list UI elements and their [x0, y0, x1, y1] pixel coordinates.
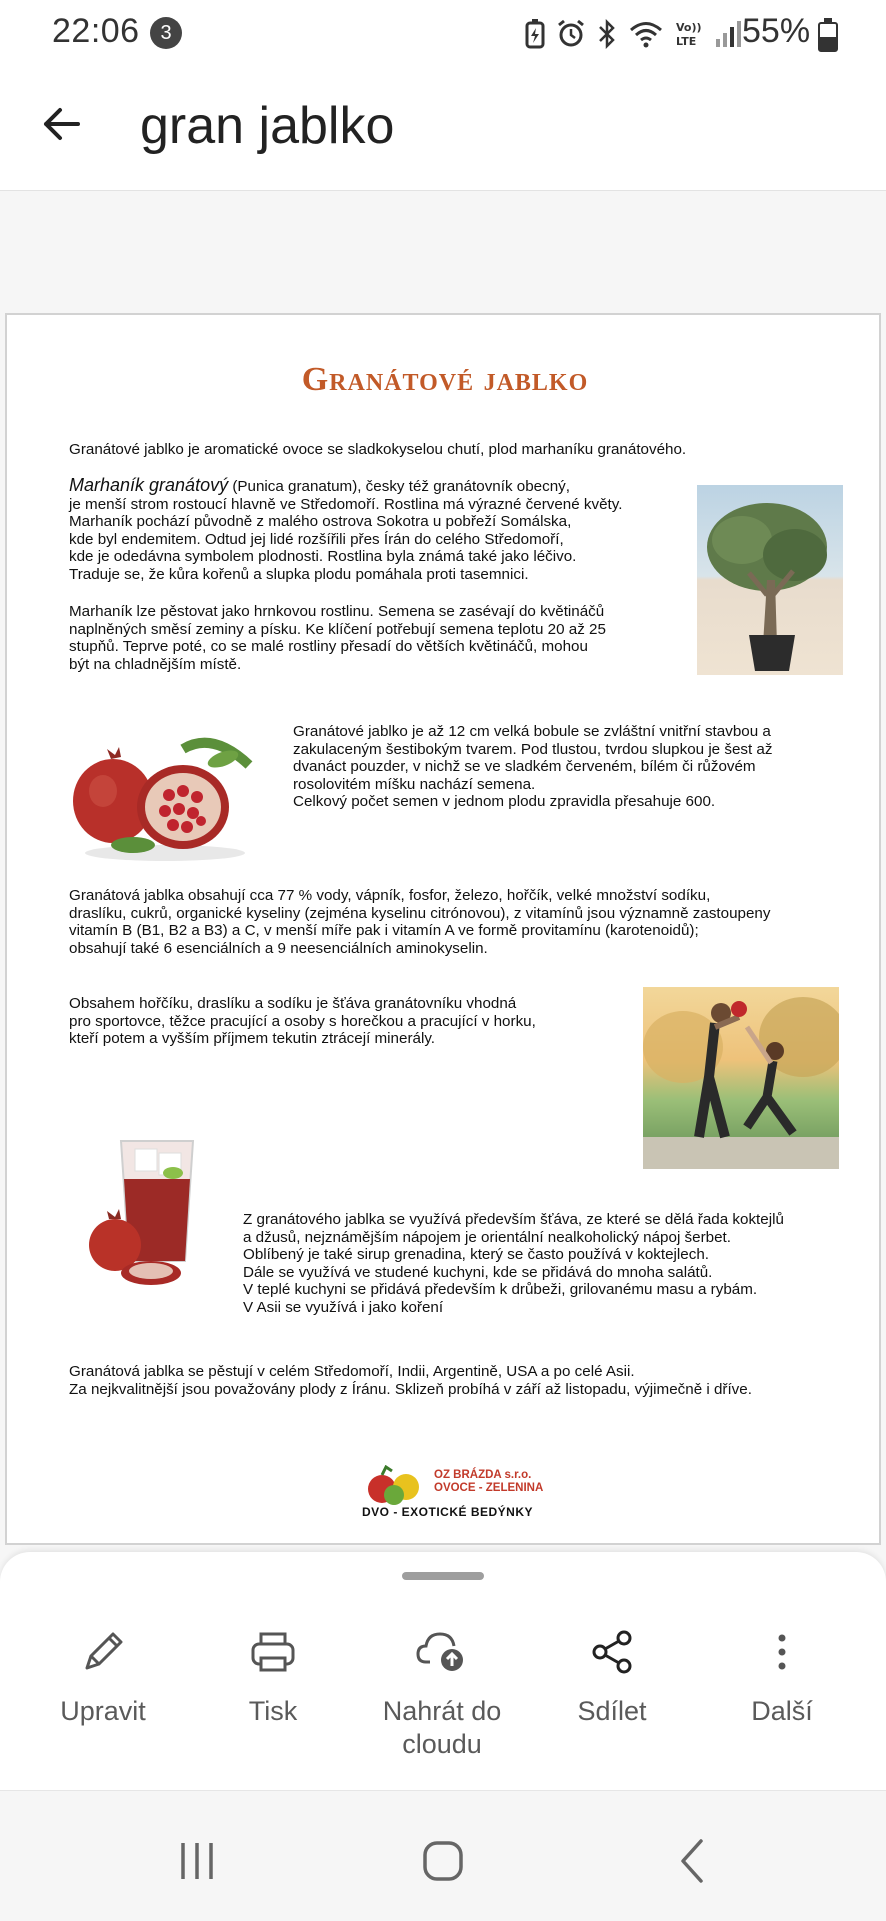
bottom-action-sheet	[0, 1552, 886, 1790]
paragraph-origin-text: (Punica granatum), česky též granátovník obecný, je menší strom rostoucí hlavně ve Středomoří. Rostlina má výrazné červené květy. Marhaník pochází původně z malého ostrova Sokotra u pobřeží Somálska, kde byl endemitem. Odtud jej lidé rozšířili přes Írán do celého Středomoří, kde je odedávna symbolem plodnosti. Rostlina byla známá také jako léčivo. Traduje se, že kůra kořenů a slupka plodu pomáhala proti tasemnici.	[69, 478, 623, 583]
home-icon[interactable]	[403, 1821, 483, 1901]
back-arrow-icon[interactable]	[36, 96, 92, 152]
paragraph-nutrition: Granátová jablka obsahují cca 77 % vody, vápník, fosfor, železo, hořčík, velké množství sodíku, draslíku, cukrů, organické kyseliny (zejména kyselinu citrónovou), z vitamínů jsou významně zastoupeny vitamín B (B1, B2 a B3) a C, v menší míře pak i vitamín A ve formě provitamínu (karotenoidů); obsahují také 6 esenciálních a 9 neesenciálních aminokyselin.	[69, 887, 771, 957]
document-title: Granátové jablko	[301, 361, 589, 398]
edit-button-label: Upravit	[60, 1696, 146, 1726]
share-button-label: Sdílet	[577, 1696, 647, 1726]
battery-saver-icon	[524, 19, 546, 49]
upload-cloud-button-label: Nahrát do cloudu	[382, 1696, 502, 1759]
paragraph-sport: Obsahem hořčíku, draslíku a sodíku je šťáva granátovníku vhodná pro sportovce, těžce pracující a osoby s horečkou a pracující v horku, kteří potem a vyšším příjmem tekutin ztrácejí minerály.	[69, 995, 536, 1048]
more-button[interactable]	[697, 1622, 867, 1728]
print-button[interactable]	[188, 1622, 358, 1728]
paragraph-intro: Granátové jablko je aromatické ovoce se sladkokyselou chutí, plod marhaníku granátového.	[69, 441, 687, 458]
svg-text:Vo)): Vo))	[676, 21, 702, 34]
edit-button[interactable]	[18, 1622, 188, 1728]
print-button-label: Tisk	[248, 1696, 298, 1726]
page-title: gran jablko	[140, 97, 395, 155]
document-viewer[interactable]	[0, 191, 886, 1551]
system-navigation-bar	[0, 1790, 886, 1921]
fitness-couple-image	[643, 987, 839, 1169]
pomegranate-tree-image	[697, 485, 843, 675]
sheet-drag-handle[interactable]	[402, 1572, 484, 1580]
recent-apps-icon[interactable]	[157, 1821, 237, 1901]
printer-icon	[243, 1622, 303, 1682]
logo-company-name: OZ BRÁZDA s.r.o. OVOCE - ZELENINA	[434, 1469, 544, 1494]
status-time: 22:06	[52, 12, 140, 50]
more-button-label: Další	[751, 1696, 813, 1726]
paragraph-cultivation: Marhaník lze pěstovat jako hrnkovou rostlinu. Semena se zasévají do květináčů naplněných směsí zeminy a písku. Ke klíčení potřebují semena teplotu 20 až 25 stupňů. Teprve poté, co se malé rostliny přesadí do větších květináčů, mohou být na chladnějším místě.	[69, 603, 606, 673]
paragraph-usage: Z granátového jablka se využívá především šťáva, ze které se dělá řada koktejlů a džusů, nejznámějším nápojem je orientální nealkoholický nápoj šerbet. Oblíbený je také sirup grenadina, který se často používá v koktejlech. Dále se využívá ve studené kuchyni, kde se přidává do mnoha salátů. V teplé kuchyni se přidává především k drůbeži, grilovanému masu a rybám. V Asii se využívá i jako koření	[243, 1211, 784, 1316]
app-bar	[0, 66, 886, 191]
alarm-icon	[556, 19, 586, 49]
pomegranate-juice-image	[87, 1131, 207, 1291]
paragraph-origin	[69, 477, 669, 584]
battery-percentage: 55%	[742, 12, 811, 50]
document-page[interactable]	[5, 313, 881, 1545]
bluetooth-icon	[596, 19, 618, 49]
pomegranate-fruit-image	[73, 725, 257, 865]
pencil-icon	[73, 1622, 133, 1682]
svg-text:LTE: LTE	[676, 35, 697, 48]
fruit-logo-icon	[362, 1465, 434, 1505]
cloud-upload-icon	[412, 1622, 472, 1682]
more-vertical-icon	[752, 1622, 812, 1682]
nav-back-icon[interactable]	[653, 1821, 733, 1901]
company-logo	[362, 1465, 552, 1525]
share-icon	[582, 1622, 642, 1682]
volte-icon	[674, 19, 704, 49]
wifi-icon	[628, 19, 664, 49]
status-bar	[0, 0, 886, 66]
signal-icon	[714, 19, 742, 49]
share-button[interactable]	[527, 1622, 697, 1728]
status-icons	[524, 16, 742, 52]
paragraph-origin-title: Marhaník granátový	[69, 475, 229, 495]
notification-count-badge: 3	[150, 17, 182, 49]
upload-cloud-button[interactable]	[357, 1622, 527, 1761]
logo-tagline: DVO - EXOTICKÉ BEDÝNKY	[362, 1505, 534, 1519]
battery-icon	[818, 22, 838, 52]
paragraph-harvest: Granátová jablka se pěstují v celém Středomoří, Indii, Argentině, USA a po celé Asii. Za nejkvalitnější jsou považovány plody z Íránu. Sklizeň probíhá v září až listopadu, výjimečně i dříve.	[69, 1363, 752, 1398]
paragraph-fruit-description: Granátové jablko je až 12 cm velká bobule se zvláštní vnitřní stavbou a zakulaceným šestibokým tvarem. Pod tlustou, tvrdou slupkou je šest až dvanáct pouzder, v nichž se ve sladkém červeném, bílém či růžovém rosolovitém míšku nachází semena. Celkový počet semen v jednom plodu zpravidla přesahuje 600.	[293, 723, 773, 811]
